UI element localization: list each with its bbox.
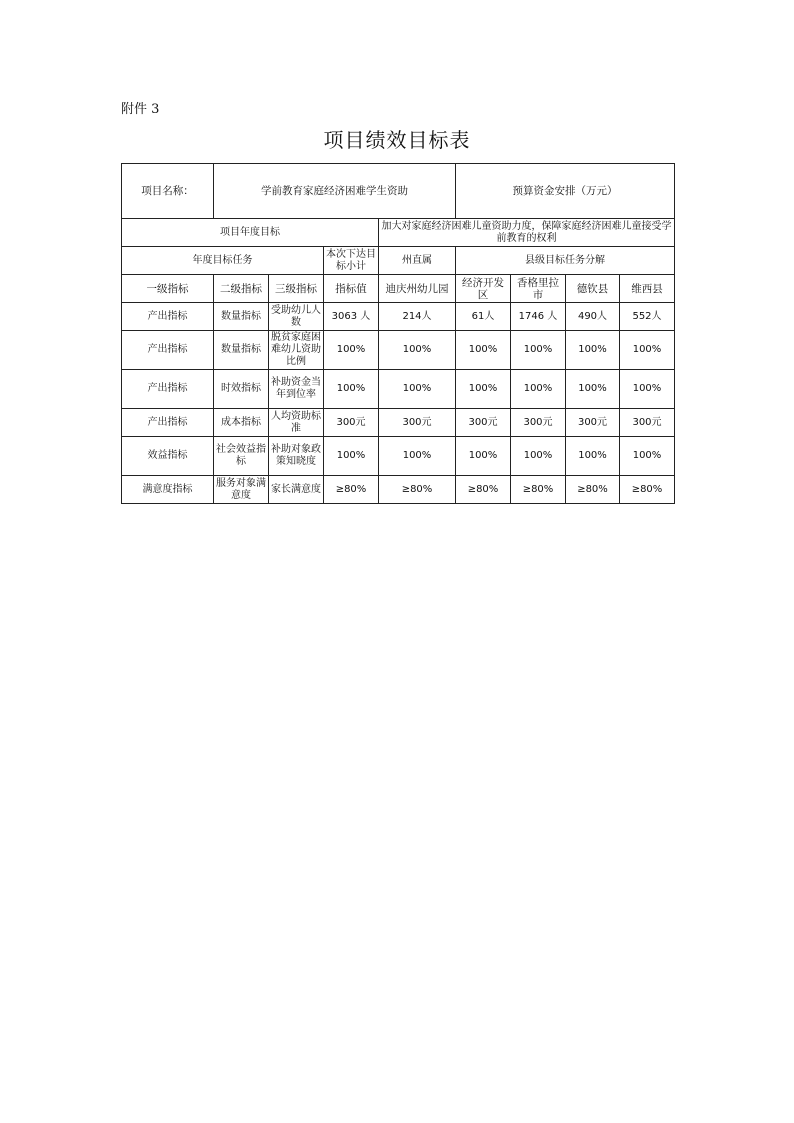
table-cell: 家长满意度 — [269, 476, 324, 504]
attachment-label: 附件 3 — [121, 102, 160, 117]
table-cell: 脱贫家庭困难幼儿资助比例 — [269, 331, 324, 370]
table-cell: 受助幼儿人数 — [269, 303, 324, 331]
table-cell: ≥80% — [511, 476, 566, 504]
table-cell: 100% — [566, 331, 620, 370]
table-cell: 100% — [456, 331, 511, 370]
table-cell: 300元 — [620, 409, 675, 437]
annual-goal-label: 项目年度目标 — [122, 219, 379, 247]
table-cell: 100% — [324, 437, 379, 476]
table-cell: ≥80% — [324, 476, 379, 504]
header-cell: 二级指标 — [214, 275, 269, 303]
table-cell: 100% — [456, 370, 511, 409]
table-cell: 产出指标 — [122, 331, 214, 370]
task-label: 年度目标任务 — [122, 247, 324, 275]
table-cell: 100% — [511, 370, 566, 409]
table-cell: 100% — [566, 437, 620, 476]
table-cell: 人均资助标准 — [269, 409, 324, 437]
table-row — [122, 303, 675, 331]
table-cell: 100% — [566, 370, 620, 409]
table-row — [122, 476, 675, 504]
table-cell: 数量指标 — [214, 303, 269, 331]
table-cell: ≥80% — [566, 476, 620, 504]
table-row — [122, 370, 675, 409]
table-cell: 300元 — [566, 409, 620, 437]
table-cell: 300元 — [511, 409, 566, 437]
header-cell: 三级指标 — [269, 275, 324, 303]
table-cell: 满意度指标 — [122, 476, 214, 504]
header-cell: 迪庆州幼儿园 — [379, 275, 456, 303]
table-cell: 服务对象满意度 — [214, 476, 269, 504]
table-cell: 100% — [324, 370, 379, 409]
header-cell: 经济开发区 — [456, 275, 511, 303]
table-cell: 100% — [511, 437, 566, 476]
table-cell: 100% — [620, 370, 675, 409]
table-cell: 490人 — [566, 303, 620, 331]
budget-label: 预算资金安排（万元） — [456, 164, 675, 219]
table-cell: 成本指标 — [214, 409, 269, 437]
project-name-row — [122, 164, 675, 219]
table-cell: 补助对象政策知晓度 — [269, 437, 324, 476]
header-cell: 香格里拉市 — [511, 275, 566, 303]
table-cell: 61人 — [456, 303, 511, 331]
table-cell: 1746 人 — [511, 303, 566, 331]
performance-table — [121, 163, 675, 504]
header-row — [122, 275, 675, 303]
table-cell: 100% — [620, 437, 675, 476]
header-cell: 一级指标 — [122, 275, 214, 303]
table-cell: 效益指标 — [122, 437, 214, 476]
table-cell: ≥80% — [379, 476, 456, 504]
annual-goal-row — [122, 219, 675, 247]
table-cell: 数量指标 — [214, 331, 269, 370]
page-title: 项目绩效目标表 — [323, 128, 471, 152]
task-row — [122, 247, 675, 275]
project-name-value: 学前教育家庭经济困难学生资助 — [214, 164, 456, 219]
table-cell: 产出指标 — [122, 409, 214, 437]
header-cell: 德钦县 — [566, 275, 620, 303]
table-cell: 100% — [511, 331, 566, 370]
table-cell: 100% — [456, 437, 511, 476]
table-cell: 3063 人 — [324, 303, 379, 331]
header-cell: 维西县 — [620, 275, 675, 303]
table-cell: ≥80% — [456, 476, 511, 504]
project-name-label: 项目名称： — [122, 164, 214, 219]
table-cell: 300元 — [324, 409, 379, 437]
task-county: 县级目标任务分解 — [456, 247, 675, 275]
annual-goal-value: 加大对家庭经济困难儿童资助力度，保障家庭经济困难儿童接受学前教育的权利 — [379, 219, 675, 247]
task-subtotal: 本次下达目标小计 — [324, 247, 379, 275]
table-row — [122, 331, 675, 370]
table-cell: 300元 — [379, 409, 456, 437]
table-cell: 100% — [379, 331, 456, 370]
table-cell: 214人 — [379, 303, 456, 331]
table-row — [122, 437, 675, 476]
task-direct: 州直属 — [379, 247, 456, 275]
table-cell: 100% — [379, 437, 456, 476]
table-cell: 300元 — [456, 409, 511, 437]
table-cell: 补助资金当年到位率 — [269, 370, 324, 409]
table-cell: 时效指标 — [214, 370, 269, 409]
table-cell: 100% — [620, 331, 675, 370]
table-cell: 社会效益指标 — [214, 437, 269, 476]
table-cell: 产出指标 — [122, 303, 214, 331]
table-cell: ≥80% — [620, 476, 675, 504]
table-cell: 100% — [324, 331, 379, 370]
table-cell: 产出指标 — [122, 370, 214, 409]
table-cell: 552人 — [620, 303, 675, 331]
table-cell: 100% — [379, 370, 456, 409]
header-cell: 指标值 — [324, 275, 379, 303]
table-row — [122, 409, 675, 437]
